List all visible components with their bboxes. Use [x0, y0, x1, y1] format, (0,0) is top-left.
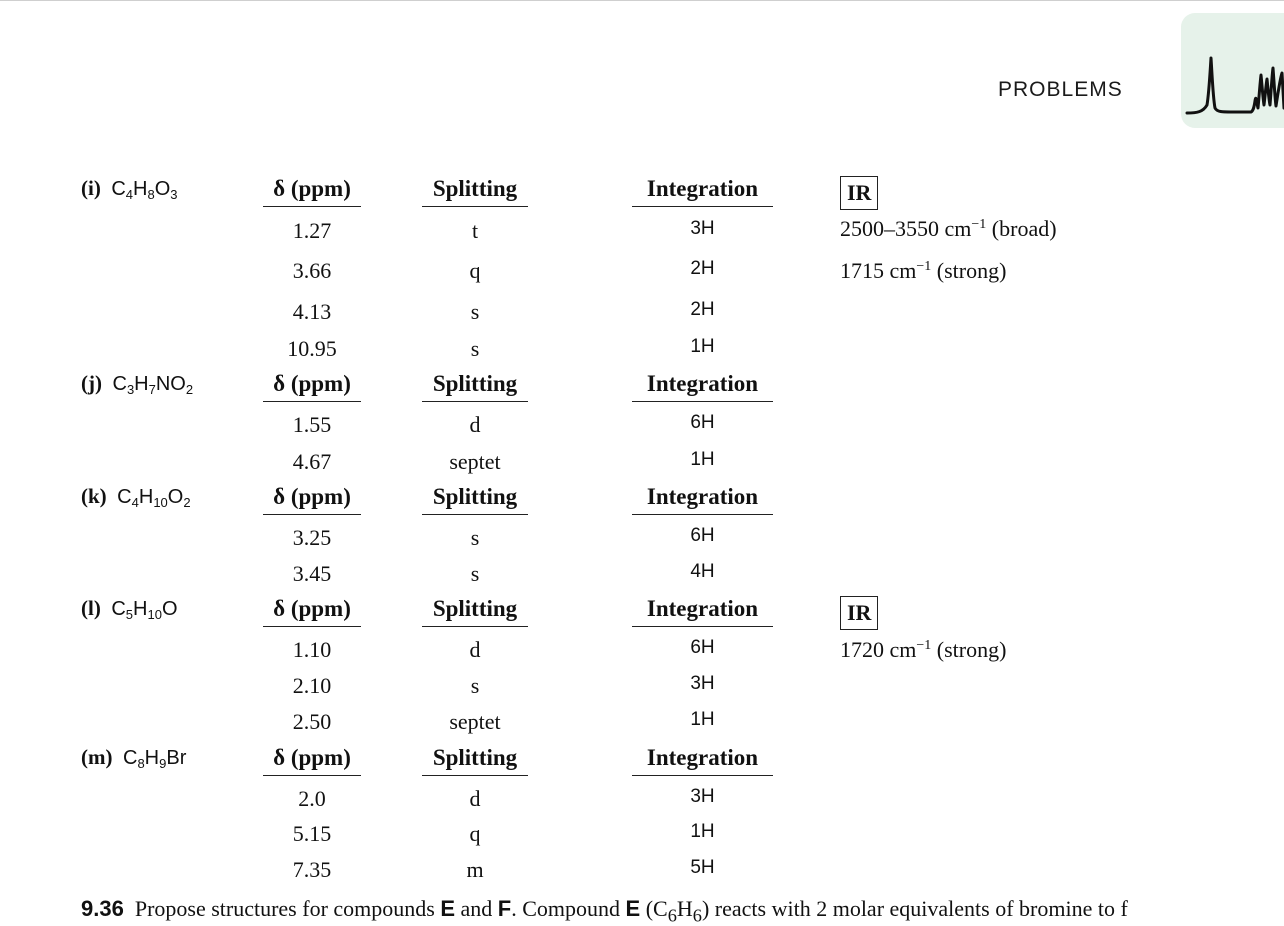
splitting-header [422, 484, 528, 515]
ir-absorption: 1720 $cm^{-1}$ (strong) [840, 637, 1007, 662]
ir-label: IR [840, 176, 878, 210]
shift-value: 3.66 [292, 258, 332, 283]
splitting-value: septet [449, 449, 501, 474]
shift-value: 2.0 [298, 786, 326, 811]
integration-value: 3H [690, 786, 715, 807]
splitting-header-text: Splitting [422, 745, 528, 776]
splitting-header [422, 371, 528, 402]
table-row [0, 412, 1284, 446]
splitting-header-text: Splitting [422, 484, 528, 515]
table-row [0, 673, 1284, 707]
integration-value: 3H [690, 218, 715, 239]
molecular-formula: $C_4H_8O_3$ [111, 178, 178, 202]
integration-header [632, 596, 773, 627]
splitting-value: d [469, 637, 481, 662]
shift-value: 1.10 [292, 637, 332, 662]
table-row [0, 258, 1284, 292]
problem-letter: (m) [81, 745, 113, 769]
table-row [0, 525, 1284, 559]
splitting-value: m [466, 857, 484, 882]
splitting-value: d [469, 786, 481, 811]
problem-header-row [0, 596, 1284, 630]
splitting-value: q [469, 258, 481, 283]
shift-header [263, 596, 361, 627]
problem-label [81, 176, 178, 201]
integration-value: 1H [690, 821, 715, 842]
shift-value: 5.15 [292, 821, 332, 846]
table-row [0, 218, 1284, 252]
integration-value: 5H [690, 857, 715, 878]
shift-value: 4.13 [292, 299, 332, 324]
problem-letter: (k) [81, 484, 107, 508]
integration-value: 1H [690, 336, 715, 357]
molecular-formula: $C_3H_7NO_2$ [112, 373, 194, 397]
ir-absorption: 1715 $cm^{-1}$ (strong) [840, 258, 1007, 283]
problem-label [81, 596, 178, 621]
table-row [0, 637, 1284, 671]
table-row [0, 709, 1284, 743]
problem-letter: (j) [81, 371, 102, 395]
integration-value: 6H [690, 525, 715, 546]
table-row [0, 336, 1284, 370]
integration-header-text: Integration [632, 745, 773, 776]
shift-header [263, 484, 361, 515]
integration-value: 6H [690, 412, 715, 433]
splitting-value: s [470, 525, 480, 550]
ir-absorption: 2500–3550 $cm^{-1}$ (broad) [840, 216, 1057, 241]
problem-header-row [0, 745, 1284, 779]
integration-header-text: Integration [632, 371, 773, 402]
integration-value: 2H [690, 258, 715, 279]
splitting-header-text: Splitting [422, 371, 528, 402]
next-problem-text: 9.36 Propose structures for compounds E and F. Compound E $(C_6H_6)$ reacts with 2 molar equivalents of bromine to f [81, 896, 1128, 926]
problem-header-row [0, 371, 1284, 405]
splitting-value: s [470, 561, 480, 586]
integration-value: 1H [690, 709, 715, 730]
problem-number: 9.36 [81, 896, 124, 921]
integration-header [632, 745, 773, 776]
shift-value: 2.10 [292, 673, 332, 698]
splitting-header-text: Splitting [422, 176, 528, 207]
formula-subscript: 4 [131, 495, 139, 510]
splitting-value: s [470, 299, 480, 324]
shift-value: 10.95 [287, 336, 337, 361]
integration-value: 1H [690, 449, 715, 470]
integration-header-text: Integration [632, 596, 773, 627]
table-row [0, 449, 1284, 483]
ir-label: IR [840, 596, 878, 630]
table-row [0, 857, 1284, 891]
problem-label [81, 745, 186, 770]
splitting-header [422, 596, 528, 627]
integration-value: 3H [690, 673, 715, 694]
splitting-value: t [471, 218, 479, 243]
integration-value: 6H [690, 637, 715, 658]
shift-value: 3.45 [292, 561, 332, 586]
ir-exponent: −1 [916, 259, 932, 274]
table-row [0, 299, 1284, 333]
shift-header [263, 745, 361, 776]
integration-header-text: Integration [632, 484, 773, 515]
splitting-value: septet [449, 709, 501, 734]
problem-label [81, 371, 193, 396]
shift-header [263, 371, 361, 402]
formula-subscript: 2 [183, 495, 191, 510]
shift-header-text: δ (ppm) [263, 596, 361, 627]
section-header: PROBLEMS [998, 78, 1123, 101]
integration-header [632, 484, 773, 515]
shift-header-text: δ (ppm) [263, 484, 361, 515]
splitting-value: q [469, 821, 481, 846]
splitting-value: s [470, 673, 480, 698]
shift-value: 7.35 [292, 857, 332, 882]
splitting-header-text: Splitting [422, 596, 528, 627]
table-row [0, 786, 1284, 820]
formula-subscript: 9 [159, 756, 167, 771]
integration-value: 4H [690, 561, 715, 582]
shift-header-text: δ (ppm) [263, 176, 361, 207]
formula-subscript: 3 [126, 382, 135, 397]
formula-subscript: 7 [148, 382, 156, 397]
formula-subscript: 10 [153, 495, 168, 510]
shift-value: 1.55 [292, 412, 332, 437]
formula-subscript: 8 [147, 187, 155, 202]
problem-letter: (i) [81, 176, 101, 200]
molecular-formula: $C_8H_9Br$ [122, 747, 187, 771]
integration-header [632, 176, 773, 207]
problem-header-row [0, 484, 1284, 518]
shift-value: 4.67 [292, 449, 332, 474]
formula-subscript: 10 [147, 607, 162, 622]
shift-header-text: δ (ppm) [263, 745, 361, 776]
top-rule [0, 0, 1284, 1]
shift-header-text: δ (ppm) [263, 371, 361, 402]
splitting-value: s [470, 336, 480, 361]
integration-header [632, 371, 773, 402]
splitting-header [422, 176, 528, 207]
ir-exponent: −1 [971, 217, 987, 232]
formula-subscript: 2 [185, 382, 194, 397]
formula-subscript: 5 [125, 607, 134, 622]
shift-value: 3.25 [292, 525, 332, 550]
shift-value: 2.50 [292, 709, 332, 734]
table-row [0, 561, 1284, 595]
splitting-value: d [469, 412, 481, 437]
problem-header-row [0, 176, 1284, 210]
formula-subscript: 4 [125, 187, 134, 202]
ir-exponent: −1 [916, 638, 932, 653]
molecular-formula: $C_5H_{10}O$ [111, 598, 178, 622]
problem-label [81, 484, 191, 509]
table-row [0, 821, 1284, 855]
molecular-formula: $C_4H_{10}O_2$ [117, 486, 191, 510]
formula-subscript: 3 [170, 187, 178, 202]
splitting-header [422, 745, 528, 776]
formula-subscript: 8 [137, 756, 145, 771]
shift-header [263, 176, 361, 207]
nmr-spectrum-icon [1181, 13, 1284, 128]
shift-value: 1.27 [292, 218, 332, 243]
integration-header-text: Integration [632, 176, 773, 207]
problem-letter: (l) [81, 596, 101, 620]
integration-value: 2H [690, 299, 715, 320]
